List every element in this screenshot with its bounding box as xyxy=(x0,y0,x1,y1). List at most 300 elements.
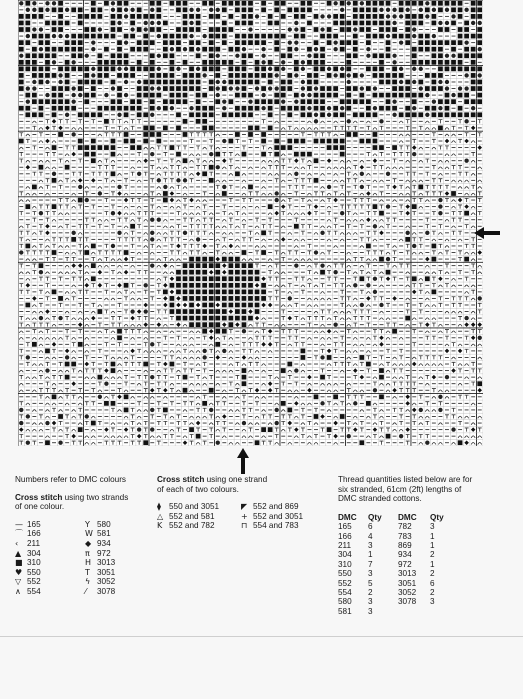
stitch-arc xyxy=(288,370,292,372)
stitch-solid xyxy=(97,53,102,58)
stitch-tee xyxy=(52,257,56,261)
stitch-tee xyxy=(249,428,253,432)
stitch-diamond xyxy=(327,158,332,163)
stitch-diamond xyxy=(170,290,175,295)
stitch-arc xyxy=(196,219,200,221)
stitch-solid xyxy=(301,7,306,12)
stitch-solid xyxy=(340,152,345,157)
stitch-tee xyxy=(478,330,482,334)
stitch-solid xyxy=(405,106,410,111)
stitch-tee xyxy=(59,159,63,163)
stitch-arc xyxy=(419,252,423,254)
stitch-diamond xyxy=(19,427,24,432)
stitch-solid xyxy=(45,440,50,445)
stitch-heart xyxy=(150,218,154,222)
stitch-arc xyxy=(366,292,370,294)
stitch-tee xyxy=(137,225,141,229)
stitch-arc xyxy=(373,193,377,195)
stitch-tee xyxy=(471,264,475,268)
stitch-tee xyxy=(91,257,95,261)
stitch-tee xyxy=(203,211,207,215)
stitch-solid xyxy=(117,14,122,19)
stitch-solid xyxy=(353,99,358,104)
stitch-solid xyxy=(170,93,175,98)
stitch-solid xyxy=(143,86,148,91)
stitch-tee xyxy=(170,172,174,176)
stitch-arc xyxy=(478,167,482,169)
stitch-solid xyxy=(261,152,266,157)
stitch-arc xyxy=(373,344,377,346)
stitch-tee xyxy=(314,211,318,215)
stitch-solid xyxy=(294,66,299,71)
stitch-tee xyxy=(268,441,272,445)
stitch-heart xyxy=(216,86,220,90)
stitch-solid xyxy=(353,7,358,12)
stitch-tee xyxy=(334,343,338,347)
stitch-arc xyxy=(118,259,122,261)
stitch-solid xyxy=(471,34,476,39)
stitch-tee xyxy=(78,303,82,307)
stitch-heart xyxy=(26,8,30,12)
stitch-arc xyxy=(445,154,449,156)
stitch-solid xyxy=(202,47,207,52)
stitch-solid xyxy=(39,263,44,268)
stitch-tee xyxy=(314,192,318,196)
stitch-heart xyxy=(58,34,62,38)
stitch-solid xyxy=(268,126,273,131)
stitch-tee xyxy=(157,402,161,406)
stitch-heart xyxy=(419,86,423,90)
stitch-arc xyxy=(301,318,305,320)
stitch-tee xyxy=(131,408,135,412)
stitch-arc xyxy=(373,154,377,156)
stitch-tee xyxy=(91,172,95,176)
stitch-arc xyxy=(104,397,108,399)
stitch-solid xyxy=(242,309,247,314)
stitch-solid xyxy=(438,1,443,6)
stitch-solid xyxy=(235,303,240,308)
stitch-heart xyxy=(360,185,364,189)
stitch-arc xyxy=(144,239,148,241)
stitch-solid xyxy=(359,99,364,104)
stitch-arc xyxy=(137,423,141,425)
stitch-heart xyxy=(45,421,49,425)
stitch-solid xyxy=(346,60,351,65)
stitch-arc xyxy=(72,351,76,353)
stitch-heart xyxy=(248,99,252,103)
stitch-arc xyxy=(366,272,370,274)
stitch-tee xyxy=(163,310,167,314)
stitch-solid xyxy=(294,139,299,144)
stitch-diamond xyxy=(438,276,443,281)
stitch-solid xyxy=(353,132,358,137)
stitch-tee xyxy=(222,238,226,242)
stitch-solid xyxy=(366,86,371,91)
stitch-diamond xyxy=(392,185,397,190)
stitch-solid xyxy=(451,191,456,196)
stitch-solid xyxy=(281,53,286,58)
stitch-solid xyxy=(78,145,83,150)
stitch-solid xyxy=(445,106,450,111)
stitch-arc xyxy=(157,246,161,248)
stitch-tee xyxy=(255,323,259,327)
stitch-arc xyxy=(334,134,338,136)
stitch-heart xyxy=(163,185,167,189)
stitch-heart xyxy=(333,40,337,44)
stitch-diamond xyxy=(294,401,299,406)
stitch-solid xyxy=(183,7,188,12)
stitch-solid xyxy=(111,152,116,157)
stitch-solid xyxy=(228,289,233,294)
stitch-tee xyxy=(124,382,128,386)
stitch-tee xyxy=(242,225,246,229)
stitch-arc xyxy=(353,423,357,425)
stitch-arc xyxy=(268,351,272,353)
stitch-tee xyxy=(19,290,23,294)
stitch-arc xyxy=(340,311,344,313)
stitch-tee xyxy=(170,244,174,248)
stitch-tee xyxy=(216,421,220,425)
stitch-heart xyxy=(294,99,298,103)
stitch-solid xyxy=(19,21,24,26)
stitch-solid xyxy=(287,53,292,58)
stitch-solid xyxy=(405,27,410,32)
stitch-solid xyxy=(52,7,57,12)
stitch-arc xyxy=(216,338,220,340)
stitch-tee xyxy=(419,303,423,307)
stitch-tee xyxy=(366,152,370,156)
stitch-heart xyxy=(235,86,239,90)
stitch-arc xyxy=(380,311,384,313)
stitch-arc xyxy=(432,318,436,320)
stitch-arc xyxy=(419,193,423,195)
stitch-solid xyxy=(451,47,456,52)
stitch-tee xyxy=(39,133,43,137)
stitch-tee xyxy=(190,139,194,143)
stitch-solid xyxy=(464,27,469,32)
stitch-tee xyxy=(458,205,462,209)
stitch-solid xyxy=(39,99,44,104)
stitch-solid xyxy=(379,34,384,39)
stitch-arc xyxy=(144,370,148,372)
stitch-arc xyxy=(275,174,279,176)
stitch-tee xyxy=(419,198,423,202)
stitch-tee xyxy=(458,218,462,222)
stitch-solid xyxy=(261,99,266,104)
stitch-solid xyxy=(235,7,240,12)
stitch-tee xyxy=(176,172,180,176)
stitch-solid xyxy=(235,112,240,117)
stitch-tee xyxy=(183,369,187,373)
stitch-solid xyxy=(399,7,404,12)
stitch-solid xyxy=(228,322,233,327)
stitch-solid xyxy=(235,40,240,45)
stitch-solid xyxy=(333,145,338,150)
stitch-heart xyxy=(71,86,75,90)
stitch-tee xyxy=(229,225,233,229)
stitch-solid xyxy=(150,126,155,131)
stitch-heart xyxy=(281,60,285,64)
stitch-solid xyxy=(248,34,253,39)
stitch-arc xyxy=(386,383,390,385)
stitch-solid xyxy=(373,53,378,58)
stitch-arc xyxy=(183,167,187,169)
stitch-arc xyxy=(334,174,338,176)
stitch-solid xyxy=(130,145,135,150)
stitch-tee xyxy=(183,218,187,222)
stitch-arc xyxy=(432,410,436,412)
stitch-solid xyxy=(19,80,24,85)
stitch-arc xyxy=(399,377,403,379)
stitch-arc xyxy=(183,187,187,189)
stitch-tee xyxy=(314,133,318,137)
stitch-arc xyxy=(380,436,384,438)
stitch-arc xyxy=(465,364,469,366)
stitch-solid xyxy=(235,289,240,294)
stitch-tee xyxy=(183,362,187,366)
stitch-arc xyxy=(445,272,449,274)
stitch-tee xyxy=(144,316,148,320)
stitch-solid xyxy=(91,112,96,117)
stitch-tee xyxy=(183,402,187,406)
stitch-arc xyxy=(262,364,266,366)
stitch-arc xyxy=(471,259,475,261)
stitch-solid xyxy=(320,60,325,65)
stitch-solid xyxy=(268,73,273,78)
stitch-solid xyxy=(327,139,332,144)
stitch-heart xyxy=(294,27,298,31)
stitch-solid xyxy=(209,86,214,91)
stitch-solid xyxy=(91,80,96,85)
stitch-arc xyxy=(26,279,30,281)
stitch-tee xyxy=(262,441,266,445)
stitch-tee xyxy=(150,198,154,202)
stitch-solid xyxy=(117,73,122,78)
stitch-arc xyxy=(190,239,194,241)
stitch-arc xyxy=(45,160,49,162)
stitch-solid xyxy=(176,126,181,131)
stitch-solid xyxy=(58,27,63,32)
stitch-heart xyxy=(320,14,324,18)
stitch-tee xyxy=(144,172,148,176)
stitch-solid xyxy=(215,99,220,104)
stitch-arc xyxy=(137,324,141,326)
stitch-tee xyxy=(131,362,135,366)
stitch-solid xyxy=(117,329,122,334)
stitch-heart xyxy=(399,67,403,71)
stitch-heart xyxy=(478,336,482,340)
stitch-arc xyxy=(85,318,89,320)
stitch-tee xyxy=(203,336,207,340)
stitch-arc xyxy=(111,160,115,162)
stitch-arc xyxy=(26,134,30,136)
stitch-arc xyxy=(124,390,128,392)
stitch-heart xyxy=(209,8,213,12)
stitch-solid xyxy=(196,270,201,275)
stitch-arc xyxy=(137,160,141,162)
stitch-heart xyxy=(373,86,377,90)
stitch-solid xyxy=(52,93,57,98)
stitch-tee xyxy=(72,146,76,150)
stitch-arc xyxy=(59,246,63,248)
stitch-solid xyxy=(32,73,37,78)
stitch-arc xyxy=(78,128,82,130)
stitch-solid xyxy=(209,53,214,58)
stitch-diamond xyxy=(170,276,175,281)
stitch-arc xyxy=(347,357,351,359)
stitch-arc xyxy=(242,259,246,261)
stitch-solid xyxy=(32,47,37,52)
stitch-solid xyxy=(78,14,83,19)
stitch-solid xyxy=(471,112,476,117)
stitch-tee xyxy=(452,415,456,419)
stitch-solid xyxy=(432,21,437,26)
stitch-tee xyxy=(465,336,469,340)
stitch-tee xyxy=(425,421,429,425)
stitch-solid xyxy=(215,270,220,275)
stitch-tee xyxy=(399,185,403,189)
stitch-arc xyxy=(314,285,318,287)
stitch-arc xyxy=(104,436,108,438)
stitch-solid xyxy=(366,362,371,367)
stitch-tee xyxy=(242,343,246,347)
stitch-arc xyxy=(190,213,194,215)
stitch-solid xyxy=(78,7,83,12)
stitch-arc xyxy=(419,423,423,425)
stitch-arc xyxy=(111,436,115,438)
stitch-arc xyxy=(347,305,351,307)
stitch-arc xyxy=(65,298,69,300)
stitch-arc xyxy=(307,193,311,195)
stitch-solid xyxy=(143,47,148,52)
stitch-solid xyxy=(333,66,338,71)
stitch-arc xyxy=(465,292,469,294)
stitch-solid xyxy=(281,106,286,111)
stitch-solid xyxy=(242,21,247,26)
stitch-diamond xyxy=(209,336,214,341)
stitch-solid xyxy=(202,106,207,111)
stitch-tee xyxy=(275,179,279,183)
stitch-tee xyxy=(268,336,272,340)
stitch-arc xyxy=(52,167,56,169)
stitch-arc xyxy=(170,206,174,208)
stitch-solid xyxy=(52,250,57,255)
stitch-solid xyxy=(202,401,207,406)
stitch-arc xyxy=(301,213,305,215)
stitch-arc xyxy=(196,383,200,385)
stitch-arc xyxy=(118,265,122,267)
stitch-heart xyxy=(222,80,226,84)
stitch-solid xyxy=(189,263,194,268)
stitch-heart xyxy=(327,113,331,117)
stitch-solid xyxy=(301,355,306,360)
stitch-arc xyxy=(438,324,442,326)
stitch-diamond xyxy=(314,204,319,209)
stitch-arc xyxy=(255,233,259,235)
stitch-solid xyxy=(176,152,181,157)
stitch-tee xyxy=(157,290,161,294)
stitch-arc xyxy=(281,200,285,202)
stitch-tee xyxy=(163,257,167,261)
stitch-arc xyxy=(39,423,43,425)
stitch-solid xyxy=(392,106,397,111)
stitch-heart xyxy=(432,99,436,103)
stitch-tee xyxy=(399,211,403,215)
stitch-tee xyxy=(176,428,180,432)
stitch-tee xyxy=(380,205,384,209)
stitch-tee xyxy=(353,257,357,261)
stitch-solid xyxy=(124,1,129,6)
stitch-arc xyxy=(425,298,429,300)
stitch-heart xyxy=(261,60,265,64)
stitch-arc xyxy=(72,200,76,202)
stitch-solid xyxy=(189,47,194,52)
stitch-diamond xyxy=(117,395,122,400)
stitch-solid xyxy=(202,171,207,176)
stitch-tee xyxy=(157,159,161,163)
stitch-arc xyxy=(314,272,318,274)
dmc-code: 211 xyxy=(27,538,41,548)
stitch-diamond xyxy=(274,211,279,216)
stitch-solid xyxy=(111,401,116,406)
stitch-solid xyxy=(52,289,57,294)
stitch-diamond xyxy=(307,388,312,393)
stitch-solid xyxy=(281,401,286,406)
stitch-tee xyxy=(39,205,43,209)
stitch-heart xyxy=(216,441,220,445)
stitch-arc xyxy=(45,338,49,340)
stitch-arc xyxy=(327,410,331,412)
stitch-tee xyxy=(406,310,410,314)
stitch-arc xyxy=(183,357,187,359)
stitch-arc xyxy=(471,285,475,287)
stitch-tee xyxy=(222,211,226,215)
stitch-solid xyxy=(248,1,253,6)
stitch-solid xyxy=(222,329,227,334)
stitch-heart xyxy=(111,211,115,215)
stitch-arc xyxy=(209,213,213,215)
stitch-heart xyxy=(85,54,89,58)
stitch-solid xyxy=(458,53,463,58)
stitch-heart xyxy=(222,185,226,189)
stitch-arc xyxy=(32,423,36,425)
stitch-tee xyxy=(327,231,331,235)
stitch-solid xyxy=(386,99,391,104)
stitch-tee xyxy=(137,402,141,406)
stitch-heart xyxy=(150,427,154,431)
stitch-diamond xyxy=(176,296,181,301)
stitch-arc xyxy=(190,331,194,333)
stitch-arc xyxy=(438,442,442,444)
stitch-heart xyxy=(307,93,311,97)
stitch-heart xyxy=(301,80,305,84)
stitch-arc xyxy=(39,364,43,366)
stitch-solid xyxy=(176,86,181,91)
stitch-arc xyxy=(216,226,220,228)
stitch-tee xyxy=(406,277,410,281)
stitch-tee xyxy=(393,408,397,412)
stitch-arc xyxy=(196,351,200,353)
stitch-tee xyxy=(393,369,397,373)
stitch-tee xyxy=(334,284,338,288)
stitch-tee xyxy=(327,133,331,137)
stitch-arc xyxy=(249,370,253,372)
stitch-solid xyxy=(19,66,24,71)
stitch-tee xyxy=(190,441,194,445)
stitch-tee xyxy=(399,152,403,156)
stitch-diamond xyxy=(353,427,358,432)
stitch-solid xyxy=(359,14,364,19)
